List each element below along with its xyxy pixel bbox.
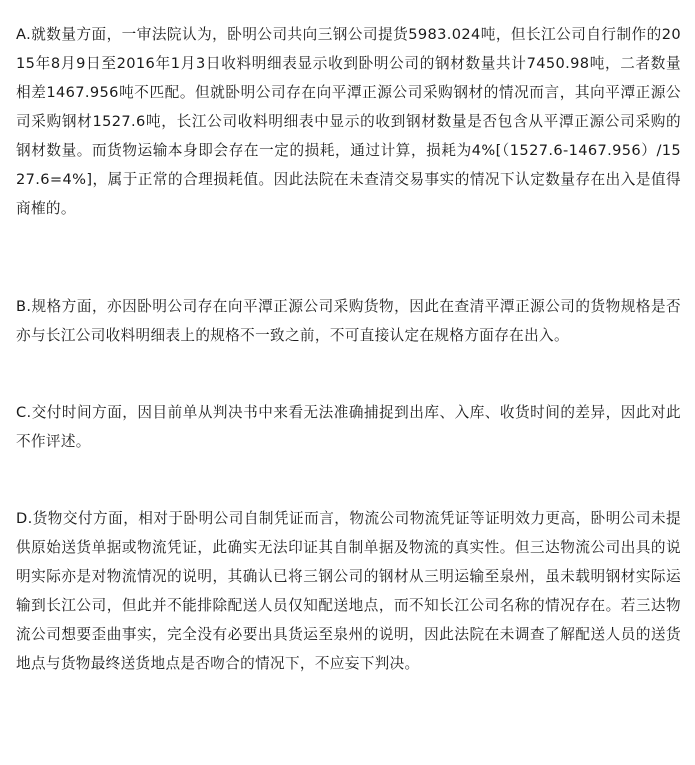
paragraph-quantity: A.就数量方面，一审法院认为，卧明公司共向三钢公司提货5983.024吨，但长江公司自行制作的2015年8月9日至2016年1月3日收料明细表显示收到卧明公司的钢材数量共计7450.98吨，二者数量相差1467.956吨不匹配。但就卧明公司存在向平潭正源公司采购钢材的情况而言，其向平潭正源公司采购钢材1527.6吨，长江公司收料明细表中显示的收到钢材数量是否包含从平潭正源公司采购的钢材数量。而货物运输本身即会存在一定的损耗，通过计算，损耗为4%[（1527.6-1467.956）/1527.6=4%]，属于正常的合理损耗值。因此法院在未查清交易事实的情况下认定数量存在出入是值得商榷的。: [16, 26, 681, 217]
paragraph-specification: B.规格方面，亦因卧明公司存在向平潭正源公司采购货物，因此在查清平潭正源公司的货物规格是否亦与长江公司收料明细表上的规格不一致之前，不可直接认定在规格方面存在出入。: [16, 298, 681, 344]
paragraph-goods-delivery: D.货物交付方面，相对于卧明公司自制凭证而言，物流公司物流凭证等证明效力更高，卧明公司未提供原始送货单据或物流凭证，此确实无法印证其自制单据及物流的真实性。但三达物流公司出具的说明实际亦是对物流情况的说明，其确认已将三钢公司的钢材从三明运输至泉州，虽未载明钢材实际运输到长江公司，但此并不能排除配送人员仅知配送地点，而不知长江公司名称的情况存在。若三达物流公司想要歪曲事实，完全没有必要出具货运至泉州的说明，因此法院在未调查了解配送人员的送货地点与货物最终送货地点是否吻合的情况下，不应妄下判决。: [16, 510, 681, 672]
paragraph-delivery-time: C.交付时间方面，因目前单从判决书中来看无法准确捕捉到出库、入库、收货时间的差异，因此对此不作评述。: [16, 404, 681, 450]
